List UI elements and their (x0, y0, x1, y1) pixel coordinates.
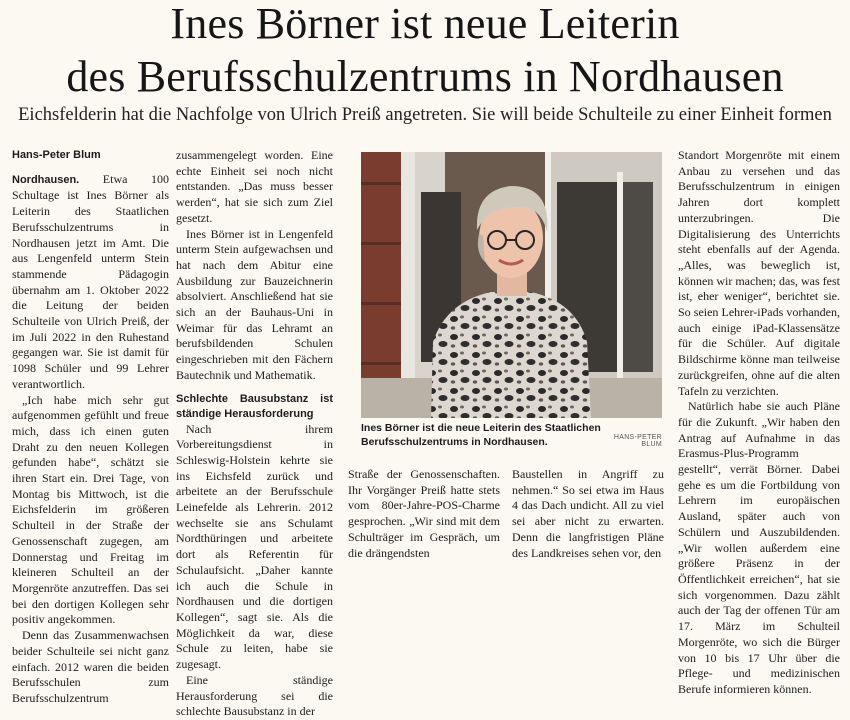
subheadline: Eichsfelderin hat die Nachfolge von Ulrich Preiß angetreten. Sie will beide Schulteile zu einer Einheit formen (18, 105, 832, 125)
paragraph-text: Etwa 100 Schultage ist Ines Börner als Leiterin des Staatlichen Berufsschulzentrums in Nordhausen jetzt im Amt. Die aus Lengenfeld unterm Stein stammende Pädagogin übernahm am 1. Oktober 2022 die Leitung der beiden Schulteile von Ulrich Preiß, der im Juli 2022 in den Ruhestand gegangen war. Sie ist damit für 1098 Schüler und 99 Lehrer verantwortlich. (12, 171, 169, 391)
paragraph: Standort Morgenröte mit einem Anbau zu versehen und das Berufsschulzentrum in einigen Jahren dort komplett unterzubringen. Die Digitalisierung des Unterrichts steht ebenfalls auf der Agenda. „Alles, was beweglich ist, können wir machen; das, was fest ist, eher weniger“, berichtet sie. So seien Lehrer-iPads vorhanden, auch einige iPad-Klassensätze für die Schüler. Auf digitale Bildschirme könne man teilweise zurückgreifen, ohne auf die alten Tafeln zu verzichten. (678, 148, 840, 398)
paragraph: Nach ihrem Vorbereitungsdienst in Schleswig-Holstein kehrte sie ins Eichsfeld zurück und arbeitete an der Berufsschule Leinefelde als Lehrerin. 2012 wechselte sie ans Schulamt Nordthüringen und arbeitete dort als Referentin für Schulaufsicht. „Daher kannte ich auch die Schule in Nordhausen und die dortigen Kollegen“, sagt sie. Als die Möglichkeit da war, diese Schule zu leiten, habe sie zugesagt. (176, 421, 333, 672)
text-column-3 (348, 467, 500, 561)
text-column-2 (176, 148, 333, 720)
paragraph: Baustellen in Angriff zu nehmen.“ So sei etwa im Haus 4 das Dach undicht. All zu viel sei aber nicht zu erwarten. Denn die langfristigen Pläne des Landkreises sehen vor, den (512, 467, 664, 560)
text-column-4 (512, 467, 664, 561)
text-column-1 (12, 148, 169, 707)
headline-line-1: Ines Börner ist neue Leiterin (170, 0, 680, 48)
paragraph: „Ich habe mich sehr gut aufgenommen gefühlt und freue mich, dass ich einen guten Draht zu den neuen Kollegen gefunden habe“, schätzt sie ihren Start ein. Drei Tage, von Montag bis Mittwoch, ist die Eichsfelderin im größeren Schulteil in der Straße der Genossenschaft zugegen, am Donnerstag und Freitag im kleineren Schulteil an der Morgenröte anzutreffen. Das sei bei den dortigen Kollegen sehr positiv angekommen. (12, 392, 169, 627)
paragraph (12, 172, 169, 393)
photo-credit: HANS-PETER BLUM (613, 434, 662, 448)
paragraph: Ines Börner ist in Lengenfeld unterm Stein aufgewachsen und hat nach dem Abitur eine Ausbildung zur Bauzeichnerin absolviert. Anschließend hat sie sich an der Bauhaus-Uni in Weimar für das Lehramt an berufsbildenden Schulen eingeschrieben mit den Fächern Bautechnik und Mathematik. (176, 226, 333, 382)
section-subheading: Schlechte Bausubstanz ist ständige Herausforderung (176, 392, 333, 420)
paragraph: Denn das Zusammenwachsen beider Schulteile sei nicht ganz einfach. 2012 waren die beiden Berufsschulen zum Berufsschulzentrum (12, 628, 169, 705)
headline-line-2: des Berufsschulzentrums in Nordhausen (66, 52, 784, 101)
dateline: Nordhausen. (12, 173, 80, 186)
paragraph: Eine ständige Herausforderung sei die schlechte Bausubstanz in der (176, 672, 333, 719)
photo-caption: Ines Börner ist die neue Leiterin des Staatlichen Berufsschulzentrums in Nordhausen. (361, 422, 601, 448)
author-byline: Hans-Peter Blum (12, 149, 101, 161)
paragraph: zusammengelegt worden. Eine echte Einheit sei noch nicht entstanden. „Das muss besser werden“, hat sie sich zum Ziel gesetzt. (176, 148, 333, 225)
text-column-5 (678, 148, 840, 698)
paragraph: Straße der Genossenschaften. Ihr Vorgänger Preiß hatte stets vom 80er-Jahre-POS-Charme gesprochen. „Wir sind mit dem Schulträger im Gespräch, um die drängendsten (348, 467, 500, 560)
portrait-photo (361, 152, 662, 418)
portrait-photo-illustration (361, 152, 662, 418)
paragraph: Natürlich habe sie auch Pläne für die Zukunft. „Wir haben den Antrag auf Aufnahme in das Erasmus-Plus-Programm gestellt“, verrät Börner. Dabei gehe es um die Fortbildung von Lehrern im europäischen Ausland, später auch von Schülern und Auszubildenden. „Wir wollen außerdem eine größere Präsenz in der Öffentlichkeit erreichen“, hat sie sich vorgenommen. Dazu zählt auch der Tag der offenen Tür am 17. März im Schulteil Morgenröte, wo sich die Bürger von 10 bis 17 Uhr über die Pflege- und medizinischen Berufe informieren können. (678, 399, 840, 696)
